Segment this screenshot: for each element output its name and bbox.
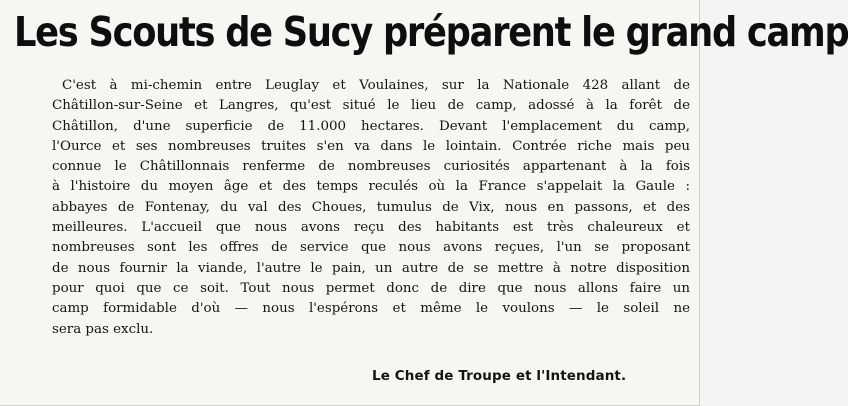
headline: Les Scouts de Sucy préparent le grand camp [14, 8, 848, 56]
article-line: connue le Châtillonnais renferme de nombreuses curiosités appartenant à la fois [52, 159, 690, 175]
article-line: meilleures. L'accueil que nous avons reçu des habitants est très chaleureux et [52, 220, 690, 236]
signature: Le Chef de Troupe et l'Intendant. [372, 368, 627, 384]
article-line: pour quoi que ce soit. Tout nous permet donc de dire que nous allons faire un [52, 280, 690, 296]
article-line: à l'histoire du moyen âge et des temps reculés où la France s'appelait la Gaule : [52, 179, 690, 195]
article-line: l'Ource et ses nombreuses truites s'en va dans le lointain. Contrée riche mais peu [52, 138, 690, 154]
article-line: sera pas exclu. [52, 321, 154, 337]
article-line: camp formidable d'où — nous l'espérons et même le voulons — le soleil ne [52, 301, 690, 317]
article-line: Châtillon, d'une superficie de 11.000 hectares. Devant l'emplacement du camp, [52, 118, 690, 134]
article-line: abbayes de Fontenay, du val des Choues, tumulus de Vix, nous en passons, et des [52, 199, 690, 215]
article-line: nombreuses sont les offres de service que nous avons reçues, l'un se proposant [52, 240, 690, 256]
article-line: C'est à mi-chemin entre Leuglay et Voulaines, sur la Nationale 428 allant de [62, 78, 690, 93]
article-line: Châtillon-sur-Seine et Langres, qu'est situé le lieu de camp, adossé à la forêt de [52, 98, 690, 114]
article-line: de nous fournir la viande, l'autre le pain, un autre de se mettre à notre disposition [52, 260, 690, 276]
article-body [52, 76, 690, 340]
